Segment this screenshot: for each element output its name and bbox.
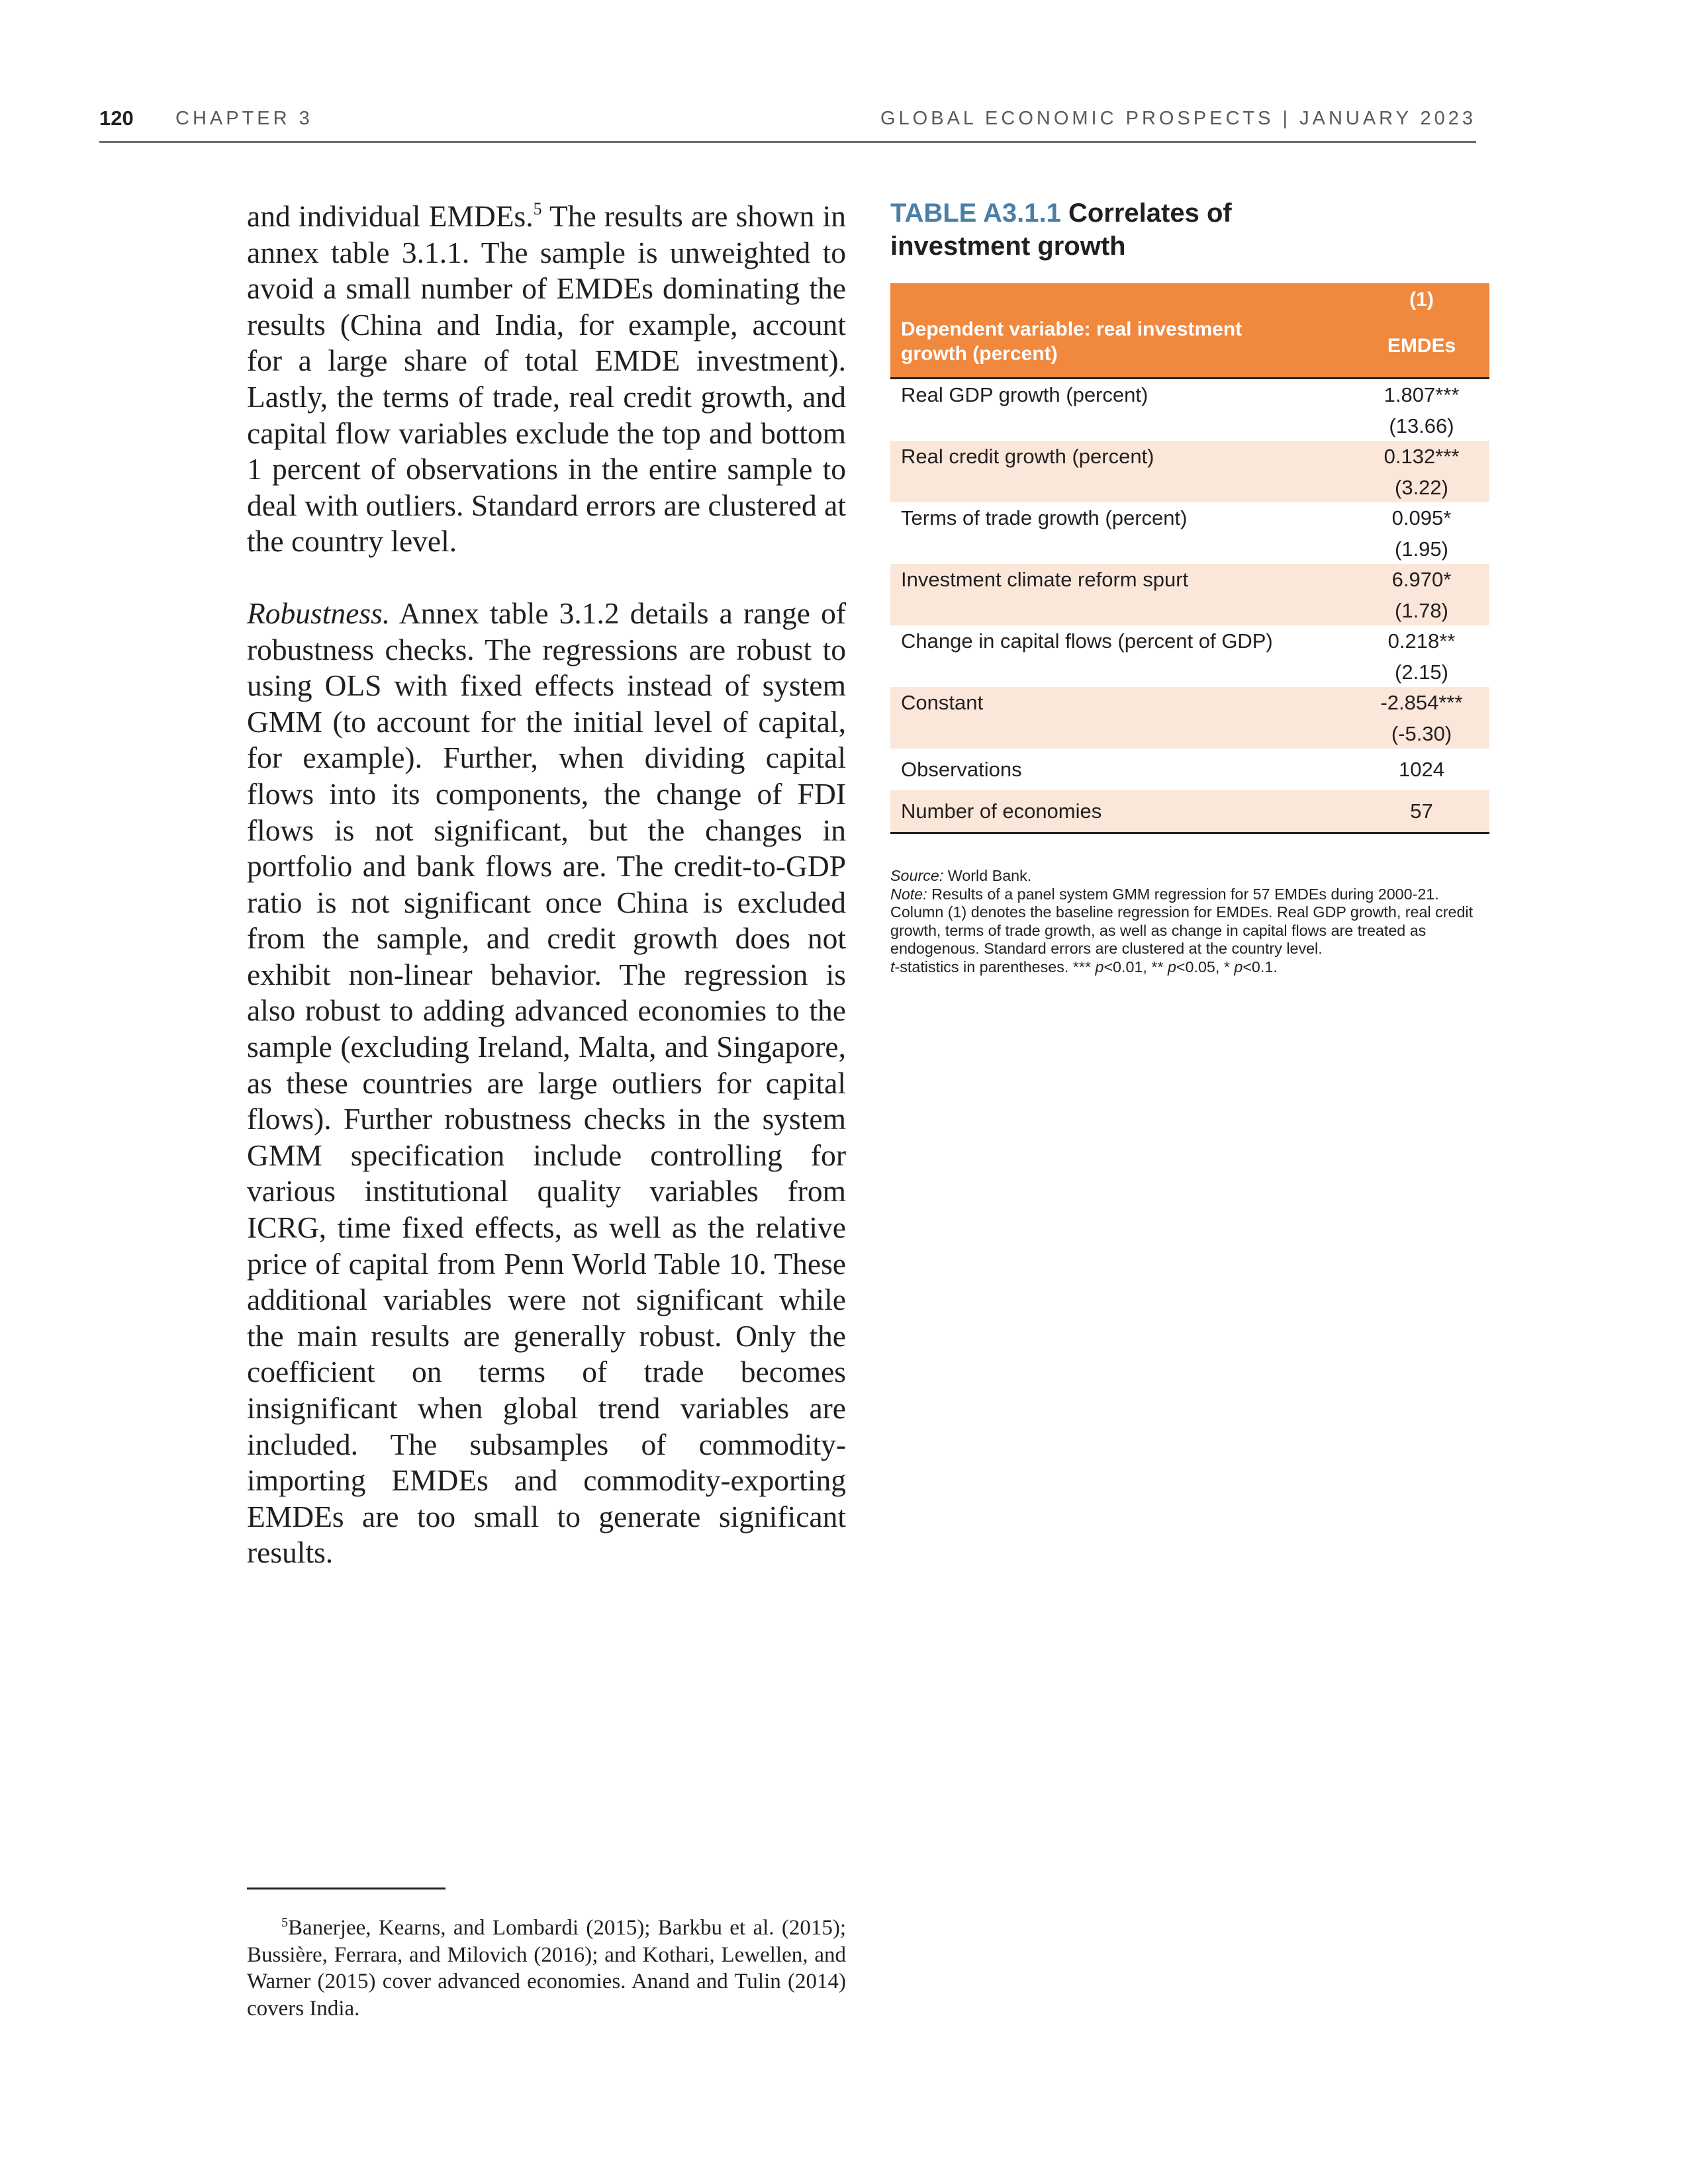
row-tstat: (-5.30) <box>1391 722 1452 745</box>
table-row <box>890 687 1489 749</box>
footnote-reference[interactable]: 5 <box>533 199 542 218</box>
table-row <box>890 625 1489 687</box>
page-header <box>99 103 1476 143</box>
row-coefficient: 6.970* <box>1391 568 1452 591</box>
row-tstat: (1.78) <box>1395 599 1448 622</box>
table-title <box>890 197 1301 263</box>
row-tstat: (13.66) <box>1389 414 1454 437</box>
dependent-variable-label: Dependent variable: real investment growth (percent) <box>901 318 1243 365</box>
table-row <box>890 379 1489 441</box>
row-coefficient: 1.807*** <box>1383 383 1460 406</box>
row-label: Constant <box>901 691 984 714</box>
table-title-text: Correlates of investment growth <box>890 199 1232 261</box>
column-number: (1) <box>1409 289 1434 310</box>
source-note: Source: World Bank. <box>890 867 1032 884</box>
row-coefficient: 0.218** <box>1387 629 1456 653</box>
table-row <box>890 441 1489 502</box>
row-tstat: (1.95) <box>1395 537 1448 561</box>
table-row <box>890 502 1489 564</box>
chapter-label: CHAPTER 3 <box>175 108 313 129</box>
row-label: Number of economies <box>901 799 1102 823</box>
footnote <box>247 1915 846 2022</box>
observations-row <box>890 749 1489 790</box>
economies-row <box>890 790 1489 834</box>
table-id: TABLE A3.1.1 <box>890 199 1061 228</box>
row-label: Real credit growth (percent) <box>901 445 1154 468</box>
body-paragraph-robustness: Robustness. Annex table 3.1.2 details a range of robustness checks. The regressions are robust to using OLS with fixed effects instead of system GMM (to account for the initial level of capital, for example). Further, when dividing capital flows into its components, the change of FDI flows is not significant, but the changes in portfolio and bank flows are. The credit-to-GDP ratio is not significant once China is excluded from the sample, and credit growth does not exhibit non-linear behavior. The regression is also robust to adding advanced economies to the sample (excluding Ireland, Malta, and Singapore, as these countries are large outliers for capital flows). Further robustness checks in the system GMM specification include controlling for various institutional quality variables from ICRG, time fixed effects, as well as the relative price of capital from Penn World Table 10. These additional variables were not significant while the main results are generally robust. Only the coefficient on terms of trade becomes insignificant when global trend variables are included. The subsamples of commodity-importing EMDEs and commodity-exporting EMDEs are too small to generate significant results. <box>247 596 846 1570</box>
row-coefficient: 0.095* <box>1391 506 1452 529</box>
row-tstat: (2.15) <box>1395 660 1448 684</box>
table-notes <box>890 867 1489 977</box>
row-label: Observations <box>901 758 1022 781</box>
table-header <box>890 283 1489 379</box>
robustness-run-in-heading: Robustness. <box>247 596 391 630</box>
economies-value: 57 <box>1410 799 1433 823</box>
footnote-text: Banerjee, Kearns, and Lombardi (2015); Barkbu et al. (2015); Bussière, Ferrara, and Milovich (2016); and Kothari, Lewellen, and Warner (2015) cover advanced economies. Anand and Tulin (2014) covers India. <box>247 1916 846 2021</box>
table-row <box>890 564 1489 625</box>
page-number: 120 <box>99 107 134 130</box>
row-label: Terms of trade growth (percent) <box>901 506 1188 529</box>
row-tstat: (3.22) <box>1395 476 1448 499</box>
body-text-column <box>247 199 846 1571</box>
row-label: Investment climate reform spurt <box>901 568 1189 591</box>
row-coefficient: 0.132*** <box>1383 445 1460 468</box>
column-name: EMDEs <box>1387 335 1456 357</box>
body-paragraph-1: and individual EMDEs.$^5$ The results are shown in annex table 3.1.1. The sample is unweighted to avoid a small number of EMDEs dominating the results (China and India, for example, account for a large share of total EMDE investment). Lastly, the terms of trade, real credit growth, and capital flow variables exclude the top and bottom 1 percent of observations in the entire sample to deal with outliers. Standard errors are clustered at the country level. <box>247 199 846 559</box>
table-column <box>890 197 1489 823</box>
running-title: GLOBAL ECONOMIC PROSPECTS | JANUARY 2023 <box>880 108 1476 129</box>
observations-value: 1024 <box>1399 758 1444 781</box>
regression-table <box>890 283 1489 834</box>
row-coefficient: -2.854*** <box>1380 691 1463 714</box>
row-label: Real GDP growth (percent) <box>901 383 1149 406</box>
footnote-rule <box>247 1888 445 1889</box>
note-text: Note: Results of a panel system GMM regression for 57 EMDEs during 2000-21. Column (1) denotes the baseline regression for EMDEs. Real GDP growth, real credit growth, terms of trade growth, as well as change in capital flows are treated as endogenous. Standard errors are clustered at the country level. t-statistics in parentheses. *** p<0.01, ** p<0.05, * p<0.1. <box>890 885 1474 976</box>
row-label: Change in capital flows (percent of GDP) <box>901 629 1273 653</box>
footnote-number: 5 <box>281 1915 288 1930</box>
